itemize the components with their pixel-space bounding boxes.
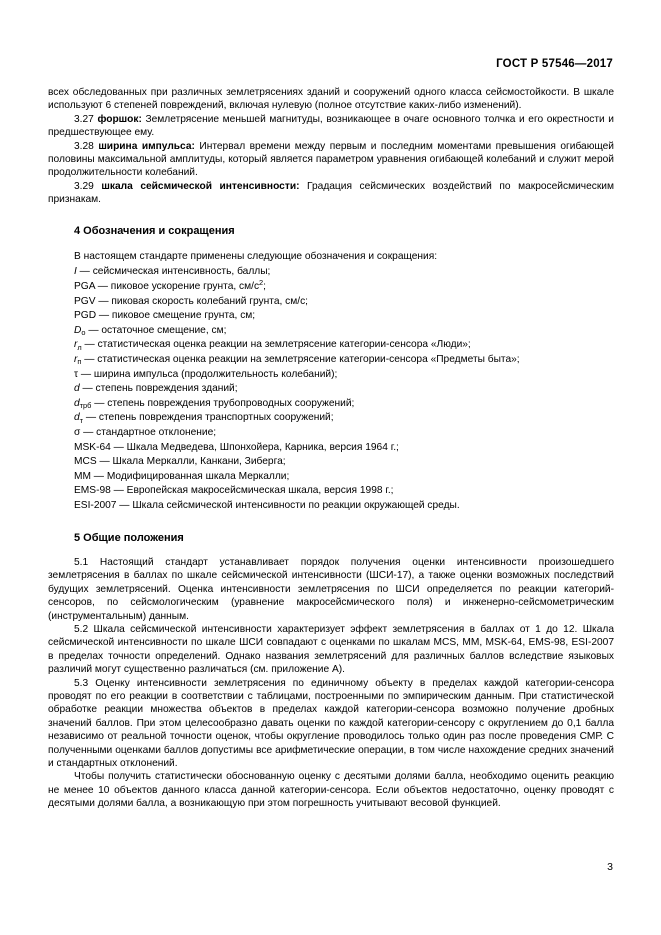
clause-3-27-term: форшок:: [97, 113, 142, 125]
clause-3-27-text: Землетрясение меньшей магнитуды, возникающее в очаге основного толчка и его окрестности и предшествующее ему.: [48, 113, 614, 139]
clause-3-29-term: шкала сейсмической интенсивности:: [101, 180, 300, 192]
page-number: 3: [607, 861, 613, 873]
paragraph-continued: всех обследованных при различных землетрясениях зданий и сооружений одного класса сейсмостойкости. В шкале используют 6 степеней повреждений, включая нулевую (полное отсутствие каких-либо изменений).: [48, 87, 614, 112]
abbreviation-item: τ — ширина импульса (продолжительность колебаний);: [74, 368, 338, 380]
section-5-paragraph-5-3: 5.3 Оценку интенсивности землетрясения по единичному объекту в пределах каждой категории-сенсора проводят по его реакции в соответствии с таблицами, построенными по эмпирическим данным. При статистической обработке реакции множества объектов в пределах каждой категории-сенсора возможно получение дробных значений баллов. При этом целесообразно давать оценки по каждой категории-сенсору с округлением до 0,1 балла независимо от реальной точности оценок, чтобы округление проводилось только один раз после проведения СМР. С полученными оценками баллов допустимы все арифметические операции, в том числе нахождение средних значений и стандартных отклонений.: [48, 677, 614, 770]
abbreviation-item: MSK-64 — Шкала Медведева, Шпонхойера, Карника, версия 1964 г.;: [74, 441, 399, 453]
clause-3-28: [48, 140, 614, 180]
abbreviation-item: σ — стандартное отклонение;: [74, 427, 217, 438]
abbreviations-list: [74, 265, 614, 513]
section-5-paragraph-5-1: 5.1 Настоящий стандарт устанавливает порядок получения оценки интенсивности произошедшего землетрясения в баллах по шкале сейсмической интенсивности (ШСИ-17), а также оценки возможных последствий будущих землетрясений. Оценка интенсивности землетрясения по ШСИ определяется по реакции категорий-сенсоров, по сейсмологическим (уравнение макросейсмического поля) и инженерно-сейсмометрическим (инструментальным) данным.: [48, 556, 614, 622]
clause-3-28-number: 3.28: [74, 140, 94, 152]
abbreviation-item: PGA — пиковое ускорение грунта, $см/с^2$;: [74, 278, 267, 293]
section-5-paragraph-note: Чтобы получить статистически обоснованную оценку с десятыми долями балла, необходимо оценить реакцию не менее 10 объектов данного класса данной категории-сенсора. Если объектов недостаточно, оценку проводят с десятыми долями балла, а возникающую при этом погрешность учитывают весовой функцией.: [48, 771, 614, 810]
clause-3-29-number: 3.29: [74, 180, 94, 192]
abbreviation-item: $d_т$ — степень повреждения транспортных сооружений;: [74, 412, 334, 425]
section-4-heading: 4 Обозначения и сокращения: [74, 224, 235, 237]
section-5-paragraph-5-2: 5.2 Шкала сейсмической интенсивности характеризует эффект землетрясения в баллах от 1 до 12. Шкала сейсмической интенсивности по шкале ШСИ совпадают с оценками по шкалам MCS, MM, MSK-64, EMS-98, ESI-2007 в пределах точности определений. Однако названия землетрясений для различных баллов вследствие языковых различий могут существенно различаться (см. приложение А).: [48, 624, 614, 676]
clause-3-28-term: ширина импульса:: [98, 140, 195, 152]
clause-3-28-text: Интервал времени между первым и последним моментами превышения огибающей половины максимальной амплитуды, который является параметром уравнения огибающей колебаний и служит мерой продолжительности колебаний.: [48, 140, 614, 179]
clause-3-27: [48, 113, 614, 140]
abbreviation-item: ESI-2007 — Шкала сейсмической интенсивности по реакции окружающей среды.: [74, 499, 460, 511]
abbreviation-item: $d_{трб}$ — степень повреждения трубопроводных сооружений;: [74, 397, 355, 411]
abbreviation-item: EMS-98 — Европейская макросейсмическая шкала, версия 1998 г.;: [74, 485, 394, 497]
abbreviation-item: PGV — пиковая скорость колебаний грунта, см/с;: [74, 295, 309, 307]
abbreviation-item: MM — Модифицированная шкала Меркалли;: [74, 470, 290, 482]
document-body: [48, 86, 614, 811]
clause-3-27-number: 3.27: [74, 113, 94, 125]
abbreviation-item: $r_л$ — статистическая оценка реакции на землетрясение категории-сенсора «Люди»;: [74, 339, 471, 352]
clause-3-29: [48, 180, 614, 207]
abbreviation-item: I — сейсмическая интенсивность, баллы;: [74, 266, 271, 278]
clause-3-29-text: Градация сейсмических воздействий по макросейсмическим признакам.: [48, 180, 614, 206]
abbreviation-item: $r_п$ — статистическая оценка реакции на землетрясение категории-сенсора «Предметы быта»;: [74, 354, 520, 367]
section-4-lead: В настоящем стандарте применены следующие обозначения и сокращения:: [74, 251, 438, 263]
section-5-heading: 5 Общие положения: [74, 531, 184, 544]
document-standard-title: ГОСТ Р 57546—2017: [496, 58, 613, 70]
abbreviation-item: d — степень повреждения зданий;: [74, 383, 238, 395]
abbreviation-item: PGD — пиковое смещение грунта, см;: [74, 310, 256, 322]
abbreviation-item: $D_о$ — остаточное смещение, см;: [74, 324, 227, 338]
abbreviation-item: MCS — Шкала Меркалли, Канкани, Зиберга;: [74, 456, 286, 468]
